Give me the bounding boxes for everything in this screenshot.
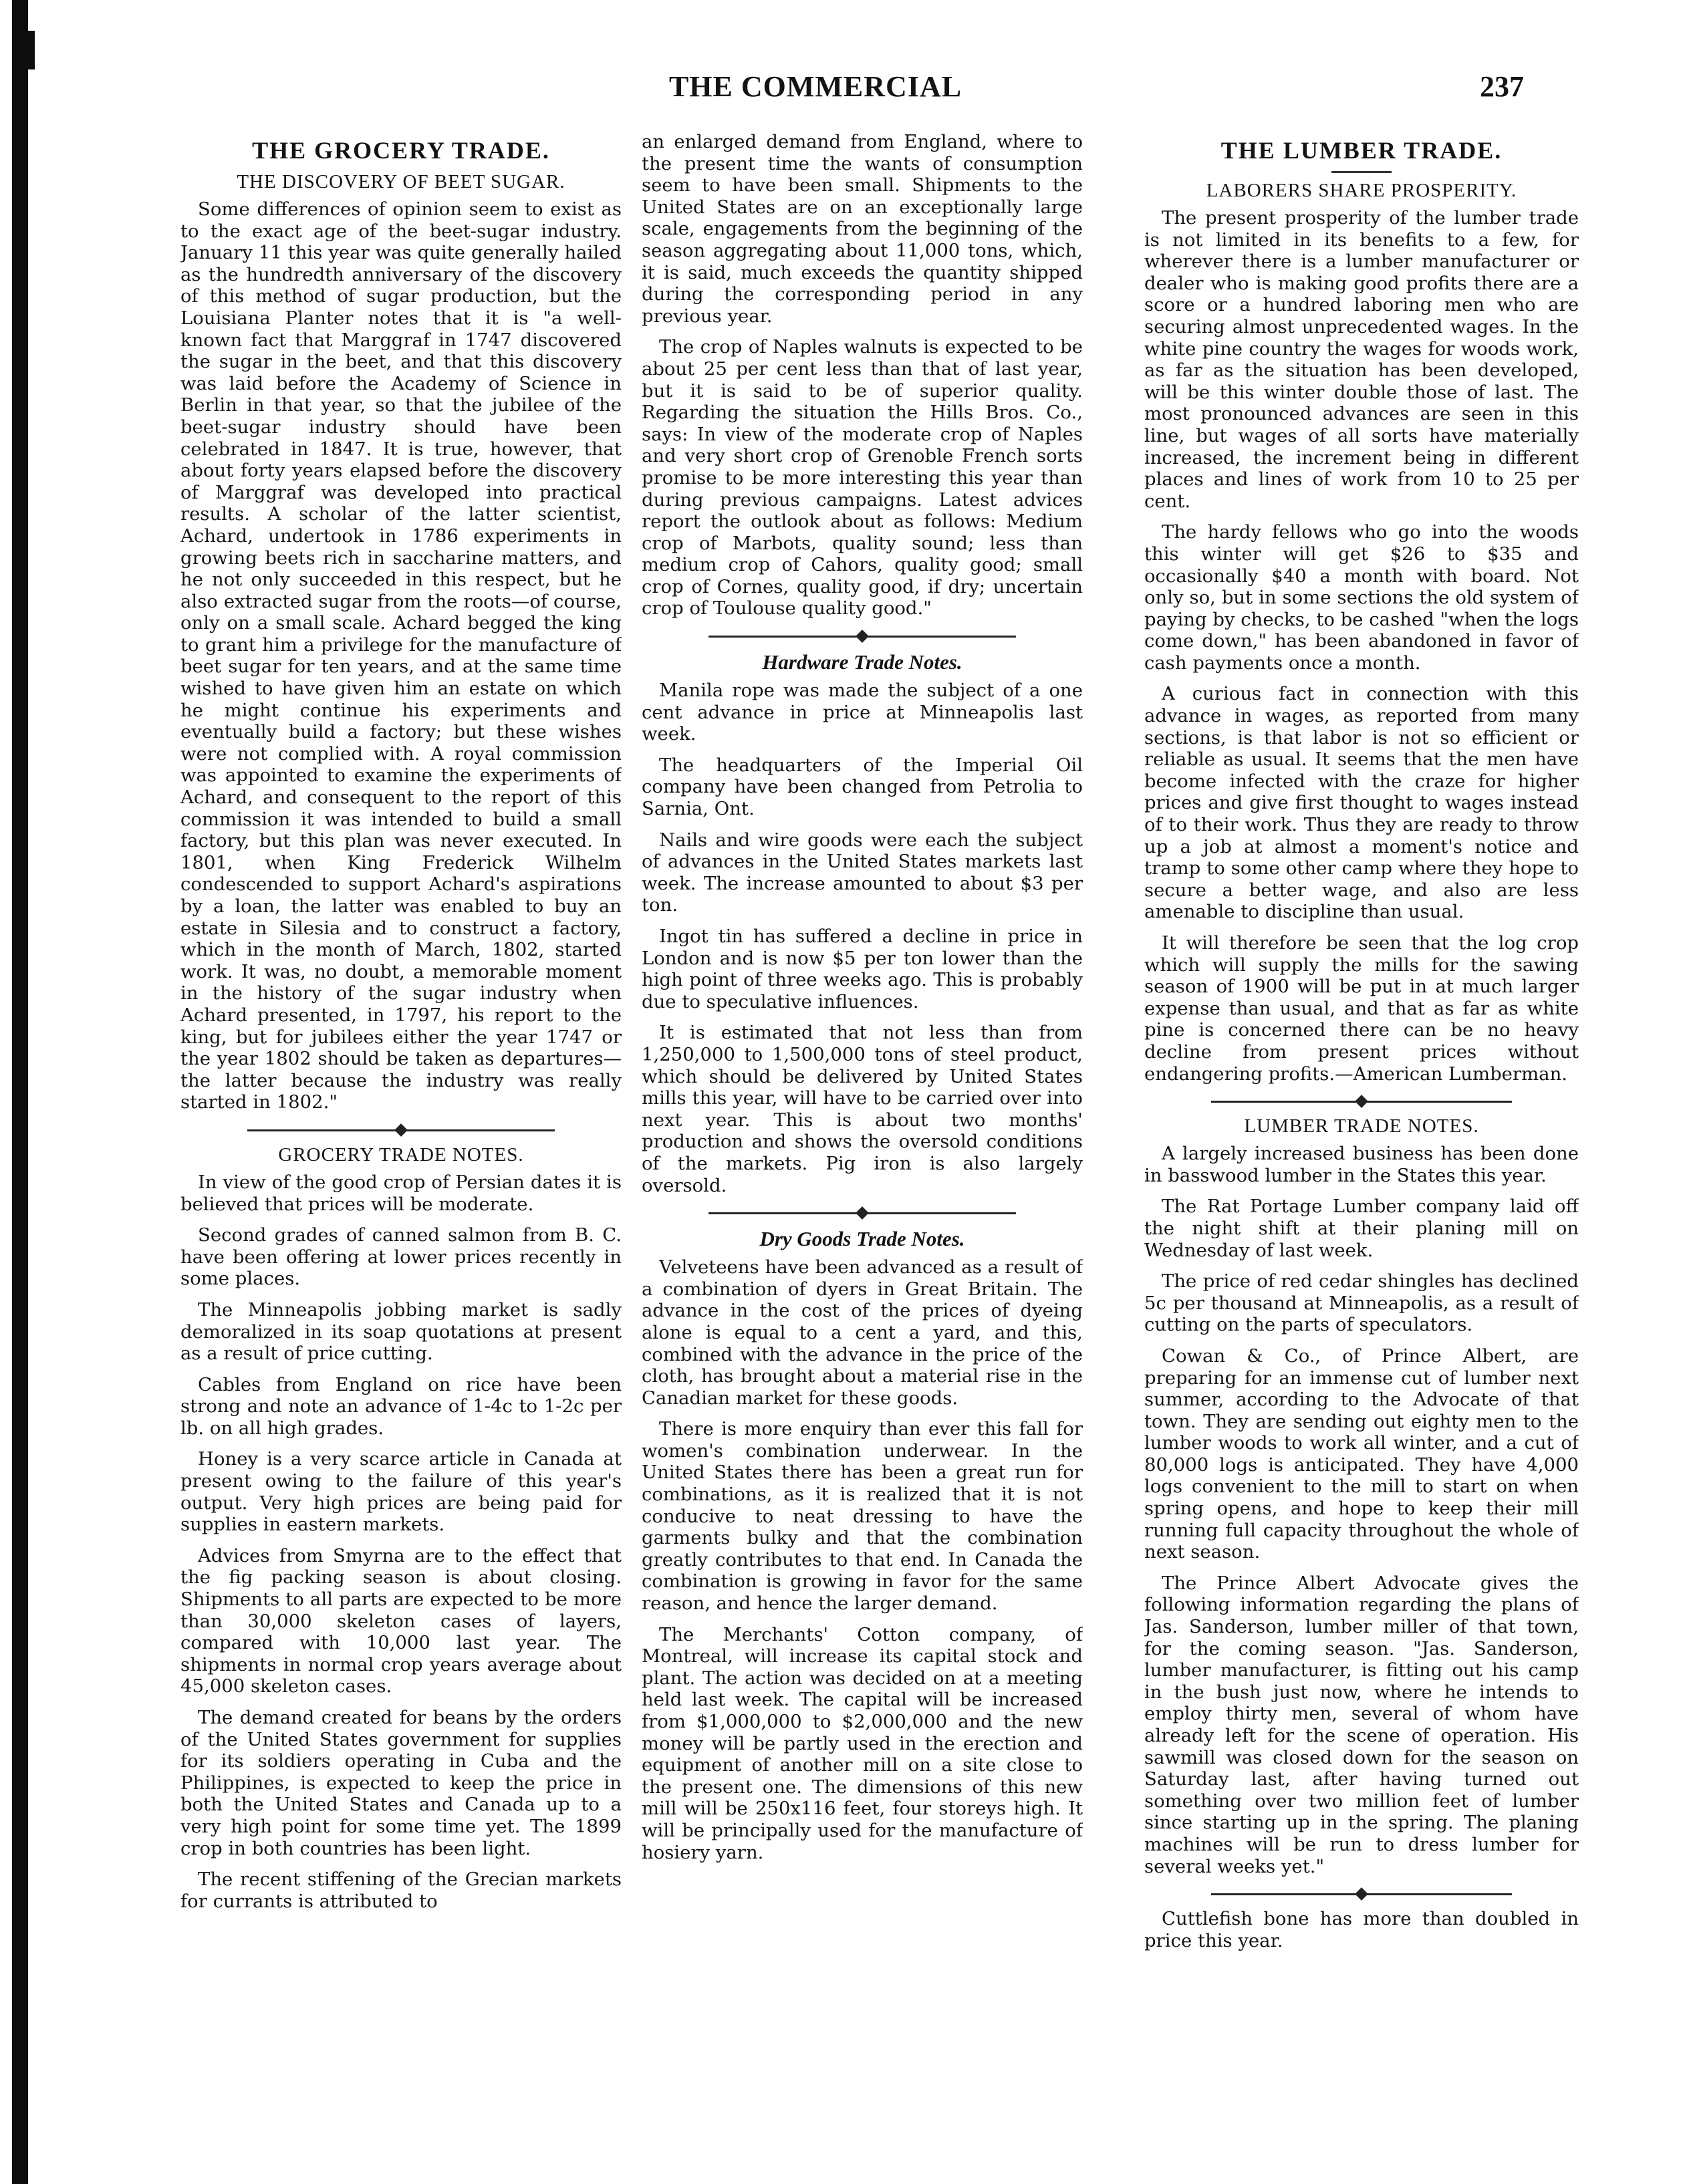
article-paragraph: The Minneapolis jobbing market is sadly demoralized in its soap quotations at present as a result of price cutting. <box>180 1299 622 1365</box>
article-paragraph: The present prosperity of the lumber trade is not limited in its benefits to a few, for wherever there is a lumber manufacturer or dealer who is making good profits there are a score or a hundred laboring men who are securing almost unprecedented wages. In the white pine country the wages for woods work, as far as the situation has been developed, will be this winter double those of last. The most pronounced advances are seen in this line, but wages of all sorts have materially increased, the increment being in different places and lines of work from 10 to 25 per cent. <box>1144 207 1579 512</box>
column-3 <box>1144 131 1579 2176</box>
page-number: 237 <box>1480 70 1524 103</box>
lumber-trade-heading: THE LUMBER TRADE. <box>1220 137 1503 164</box>
grocery-notes-subheading: GROCERY TRADE NOTES. <box>278 1143 524 1166</box>
article-paragraph: Second grades of canned salmon from B. C. have been offering at lower prices recently in some places. <box>180 1224 622 1290</box>
column-1 <box>180 131 622 2176</box>
article-paragraph: an enlarged demand from England, where to the present time the wants of consumption seem to have been small. Shipments to the United States are on an exceptionally large scale, engagements from the beginning of the season aggregating about 11,000 tons, which, it is said, much exceeds the quantity shipped during the corresponding period in any previous year. <box>642 131 1083 327</box>
page-binding-edge <box>12 0 28 2184</box>
article-paragraph: Honey is a very scarce article in Canada at present owing to the failure of this year's output. Very high prices are being paid for supplies in eastern markets. <box>180 1448 622 1536</box>
article-paragraph: Advices from Smyrna are to the effect that the fig packing season is about closing. Shipments to all parts are expected to be more than 30,000 skeleton cases of layers, compared with 10,000 last year. The shipments in normal crop years average about 45,000 skeleton cases. <box>180 1544 622 1697</box>
article-paragraph: In view of the good crop of Persian dates it is believed that prices will be moderate. <box>180 1171 622 1215</box>
article-paragraph: The hardy fellows who go into the woods this winter will get $26 to $35 and occasionally $40 a month with board. Not only so, but in some sections the old system of paying by checks, to be cashed "when the logs come down," has been abandoned in favor of cash payments once a month. <box>1144 521 1579 674</box>
article-paragraph: Nails and wire goods were each the subject of advances in the United States markets last week. The increase amounted to about $3 per ton. <box>642 829 1083 916</box>
article-paragraph: A largely increased business has been done in basswood lumber in the States this year. <box>1144 1143 1579 1186</box>
section-divider <box>1211 1887 1512 1901</box>
article-paragraph: Manila rope was made the subject of a one cent advance in price at Minneapolis last week. <box>642 680 1083 745</box>
article-paragraph: Cuttlefish bone has more than doubled in price this year. <box>1144 1908 1579 1951</box>
binding-notch <box>12 31 35 70</box>
article-paragraph: There is more enquiry than ever this fall for women's combination underwear. In the United States there has been a great run for combinations, as it is realized that it is not conducive to neat dressing to have the garments bulky and that the combination greatly contributes to that end. In Canada the combination is growing in favor for the same reason, and hence the larger demand. <box>642 1418 1083 1615</box>
article-paragraph: It will therefore be seen that the log crop which will supply the mills for the sawing season of 1900 will be put in at much larger expense than usual, and that as far as white pine is concerned there can be no heavy decline from present prices without endangering profits.—American Lumberman. <box>1144 932 1579 1085</box>
short-divider <box>1331 171 1392 173</box>
article-paragraph: The crop of Naples walnuts is expected to be about 25 per cent less than that of last year, but it is said to be of superior quality. Regarding the situation the Hills Bros. Co., says: In view of the moderate crop of Naples and very short crop of Grenoble French sorts promise to be more interesting this year than during previous campaigns. Latest advices report the outlook about as follows: Medium crop of Marbots, quality sound; less than medium crop of Cahors, quality good; small crop of Cornes, quality good, if dry; uncertain crop of Toulouse quality good." <box>642 336 1083 620</box>
article-paragraph: The headquarters of the Imperial Oil company have been changed from Petrolia to Sarnia, Ont. <box>642 754 1083 820</box>
beet-sugar-subheading: THE DISCOVERY OF BEET SUGAR. <box>237 171 565 192</box>
grocery-trade-heading: THE GROCERY TRADE. <box>252 137 550 164</box>
running-header <box>107 70 1524 116</box>
article-paragraph: The price of red cedar shingles has declined 5c per thousand at Minneapolis, as a result of cutting on the parts of speculators. <box>1144 1270 1579 1336</box>
section-divider <box>1211 1094 1512 1109</box>
article-paragraph: Some differences of opinion seem to exist as to the exact age of the beet-sugar industry. January 11 this year was quite generally hailed as the hundredth anniversary of the discovery of this method of sugar production, but the Louisiana Planter notes that it is "a well-known fact that Marggraf in 1747 discovered the sugar in the beet, and that this discovery was laid before the Academy of Science in Berlin in that year, so that the jubilee of the beet-sugar industry should have been celebrated in 1847. It is true, however, that about forty years elapsed before the discovery of Marggraf was developed into practical results. A scholar of the latter scientist, Achard, undertook in 1786 experiments in growing beets rich in saccharine matters, and he not only succeeded in this respect, but he also extracted sugar from the roots—of course, only on a small scale. Achard begged the king to grant him a privilege for the manufacture of beet sugar for ten years, and at the same time wished to have given him an estate on which he might continue his experiments and eventually build a factory; but these wishes were not complied with. A royal commission was appointed to examine the experiments of Achard, and consequent to the report of this commission it was intended to build a small factory, but this plan was never executed. In 1801, when King Frederick Wilhelm condescended to support Achard's aspirations by a loan, the latter was enabled to buy an estate in Silesia and to construct a factory, which in the month of March, 1802, started work. It was, no doubt, a memorable moment in the history of the sugar industry when Achard presented, in 1797, his report to the king, but for jubilees either the year 1747 or the year 1802 should be taken as departures—the latter because the industry was really started in 1802." <box>180 198 622 1113</box>
article-paragraph: Velveteens have been advanced as a result of a combination of dyers in Great Britain. The advance in the cost of the prices of dyeing alone is equal to a cent a yard, and this, combined with the advance in the price of the cloth, has brought about a material rise in the Canadian market for these goods. <box>642 1256 1083 1409</box>
article-paragraph: The Rat Portage Lumber company laid off the night shift at their planing mill on Wednesday of last week. <box>1144 1196 1579 1261</box>
publication-title: THE COMMERCIAL <box>668 70 962 103</box>
article-paragraph: Cables from England on rice have been strong and note an advance of 1-4c to 1-2c per lb. on all high grades. <box>180 1373 622 1439</box>
article-paragraph: Ingot tin has suffered a decline in price in London and is now $5 per ton lower than the high point of three weeks ago. This is probably due to speculative influences. <box>642 926 1083 1012</box>
laborers-prosperity-subheading: LABORERS SHARE PROSPERITY. <box>1206 180 1517 201</box>
column-2 <box>642 131 1083 2176</box>
section-divider <box>708 629 1016 644</box>
dry-goods-notes-subheading: Dry Goods Trade Notes. <box>759 1227 965 1251</box>
article-paragraph: Cowan & Co., of Prince Albert, are preparing for an immense cut of lumber next summer, according to the Advocate of that town. They are sending out eighty men to the lumber woods to work all winter, and a cut of 80,000 logs is anticipated. They have 4,000 logs convenient to the mill to start on when spring opens, and hope to keep their mill running full capacity throughout the whole of next season. <box>1144 1345 1579 1563</box>
article-paragraph: A curious fact in connection with this advance in wages, as reported from many sections, is that labor is not so efficient or reliable as usual. It seems that the men have become infected with the craze for higher prices and give first thought to wages instead of to their work. Thus they are ready to throw up a job at almost a moment's notice and tramp to some other camp where they hope to secure a better wage, and also are less amenable to discipline than usual. <box>1144 683 1579 923</box>
section-divider <box>708 1206 1016 1220</box>
article-paragraph: It is estimated that not less than from 1,250,000 to 1,500,000 tons of steel product, which should be delivered by United States mills this year, will have to be carried over into next year. This is about two months' production and shows the oversold conditions of the markets. Pig iron is also largely oversold. <box>642 1022 1083 1196</box>
hardware-notes-subheading: Hardware Trade Notes. <box>762 650 962 674</box>
article-paragraph: The recent stiffening of the Grecian markets for currants is attributed to <box>180 1869 622 1912</box>
section-divider <box>247 1123 555 1137</box>
article-paragraph: The Prince Albert Advocate gives the following information regarding the plans of Jas. Sanderson, lumber miller of that town, for the coming season. "Jas. Sanderson, lumber manufacturer, is fitting out his camp in the bush just now, where he intends to employ thirty men, several of whom have already left for the scene of operation. His sawmill was closed down for the season on Saturday last, after having turned out something over two million feet of lumber since starting up in the spring. The planing machines will be run to dress lumber for several weeks yet." <box>1144 1572 1579 1877</box>
lumber-notes-subheading: LUMBER TRADE NOTES. <box>1244 1115 1479 1137</box>
article-paragraph: The demand created for beans by the orders of the United States government for supplies for its soldiers operating in Cuba and the Philippines, is expected to keep the price in both the United States and Canada up to a very high point for some time yet. The 1899 crop in both countries has been light. <box>180 1707 622 1859</box>
article-paragraph: The Merchants' Cotton company, of Montreal, will increase its capital stock and plant. The action was decided on at a meeting held last week. The capital will be increased from $1,000,000 to $2,000,000 and the new money will be partly used in the erection and equipment of another mill on a site close to the present one. The dimensions of this new mill will be 250x116 feet, four storeys high. It will be principally used for the manufacture of hosiery yarn. <box>642 1623 1083 1863</box>
